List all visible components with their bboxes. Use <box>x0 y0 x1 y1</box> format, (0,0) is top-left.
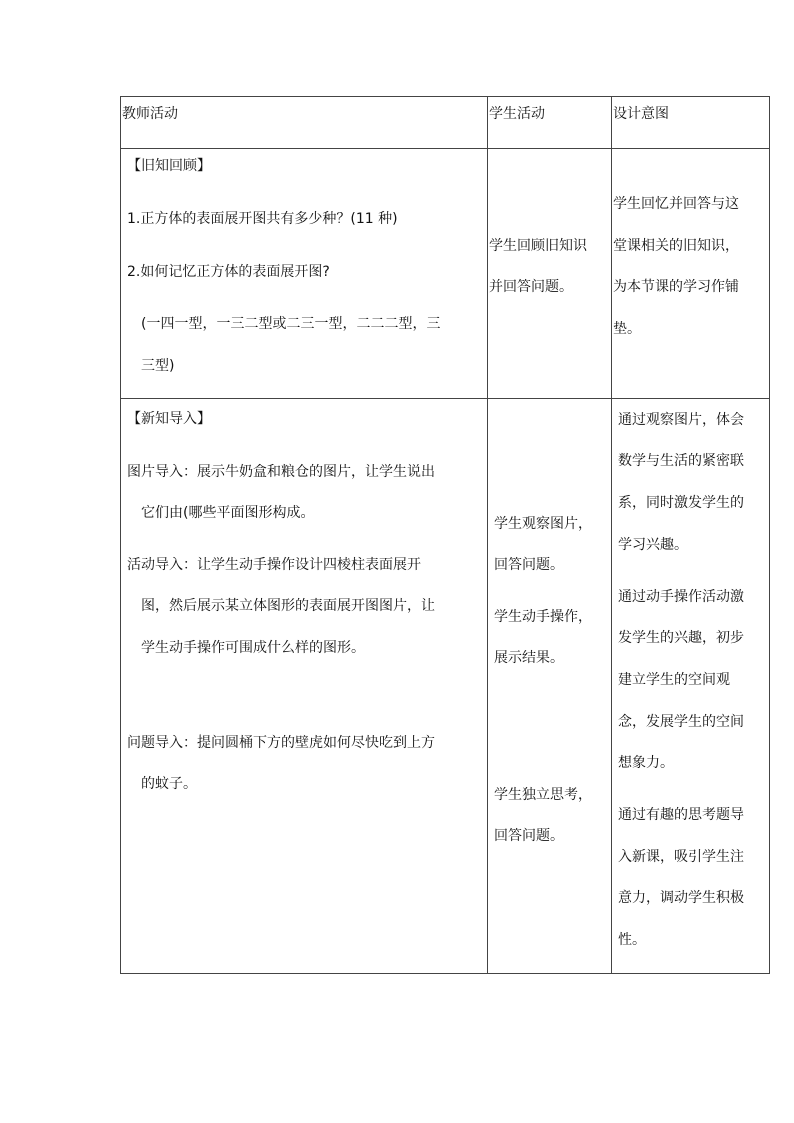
intro-heading: 【新知导入】 <box>127 411 211 427</box>
review-answer-2-line-1: (一四一型，一三二型或二三一型，二二二型，三 <box>141 316 441 332</box>
intro-intent-2-line-4: 念，发展学生的空间 <box>618 714 744 730</box>
intro-intent-2-line-5: 想象力。 <box>618 755 674 771</box>
intro-student-1-line-2: 回答问题。 <box>494 557 564 573</box>
header-design-intent: 设计意图 <box>613 106 669 122</box>
intro-activity-line-2: 图，然后展示某立体图形的表面展开图图片，让 <box>141 598 435 614</box>
table-border-right <box>769 96 770 974</box>
review-student-line-2: 并回答问题。 <box>489 279 573 295</box>
table-col-divider-2 <box>611 96 612 974</box>
review-intent-line-4: 垫。 <box>613 321 641 337</box>
intro-intent-3-line-1: 通过有趣的思考题导 <box>618 807 744 823</box>
intro-student-2-line-2: 展示结果。 <box>494 650 564 666</box>
intro-intent-1-line-3: 系，同时激发学生的 <box>618 495 744 511</box>
intro-intent-1-line-4: 学习兴趣。 <box>618 537 688 553</box>
intro-intent-2-line-3: 建立学生的空间观 <box>618 672 730 688</box>
intro-intent-3-line-3: 意力，调动学生积极 <box>618 890 744 906</box>
intro-intent-3-line-4: 性。 <box>618 932 646 948</box>
intro-question-line-2: 的蚊子。 <box>141 776 197 792</box>
review-intent-line-3: 为本节课的学习作铺 <box>613 279 739 295</box>
table-row-divider-2 <box>120 398 770 399</box>
intro-intent-1-line-1: 通过观察图片，体会 <box>618 412 744 428</box>
review-answer-2-line-2: 三型) <box>141 358 175 374</box>
intro-activity-line-3: 学生动手操作可围成什么样的图形。 <box>141 640 365 656</box>
header-student-activity: 学生活动 <box>489 106 545 122</box>
intro-student-3-line-2: 回答问题。 <box>494 828 564 844</box>
review-intent-line-2: 堂课相关的旧知识， <box>613 238 739 254</box>
table-row-divider-1 <box>120 148 770 149</box>
intro-intent-2-line-1: 通过动手操作活动激 <box>618 589 744 605</box>
intro-activity-line-1: 活动导入：让学生动手操作设计四棱柱表面展开 <box>127 557 421 573</box>
header-teacher-activity: 教师活动 <box>122 106 178 122</box>
table-col-divider-1 <box>487 96 488 974</box>
intro-student-3-line-1: 学生独立思考， <box>494 787 592 803</box>
review-question-1: 1.正方体的表面展开图共有多少种？(11 种) <box>127 211 398 227</box>
intro-picture-line-1: 图片导入：展示牛奶盒和粮仓的图片，让学生说出 <box>127 464 435 480</box>
intro-question-line-1: 问题导入：提问圆桶下方的壁虎如何尽快吃到上方 <box>127 735 435 751</box>
intro-student-2-line-1: 学生动手操作， <box>494 609 592 625</box>
review-intent-line-1: 学生回忆并回答与这 <box>613 196 739 212</box>
intro-picture-line-2: 它们由(哪些平面图形构成。 <box>141 505 315 521</box>
intro-student-1-line-1: 学生观察图片， <box>494 516 592 532</box>
review-heading: 【旧知回顾】 <box>127 158 211 174</box>
review-student-line-1: 学生回顾旧知识 <box>489 238 587 254</box>
intro-intent-1-line-2: 数学与生活的紧密联 <box>618 453 744 469</box>
review-question-2: 2.如何记忆正方体的表面展开图? <box>127 264 330 280</box>
intro-intent-2-line-2: 发学生的兴趣，初步 <box>618 630 744 646</box>
table-border-left <box>120 96 121 974</box>
table-border-top <box>120 96 770 97</box>
table-border-bottom <box>120 973 770 974</box>
intro-intent-3-line-2: 入新课，吸引学生注 <box>618 849 744 865</box>
